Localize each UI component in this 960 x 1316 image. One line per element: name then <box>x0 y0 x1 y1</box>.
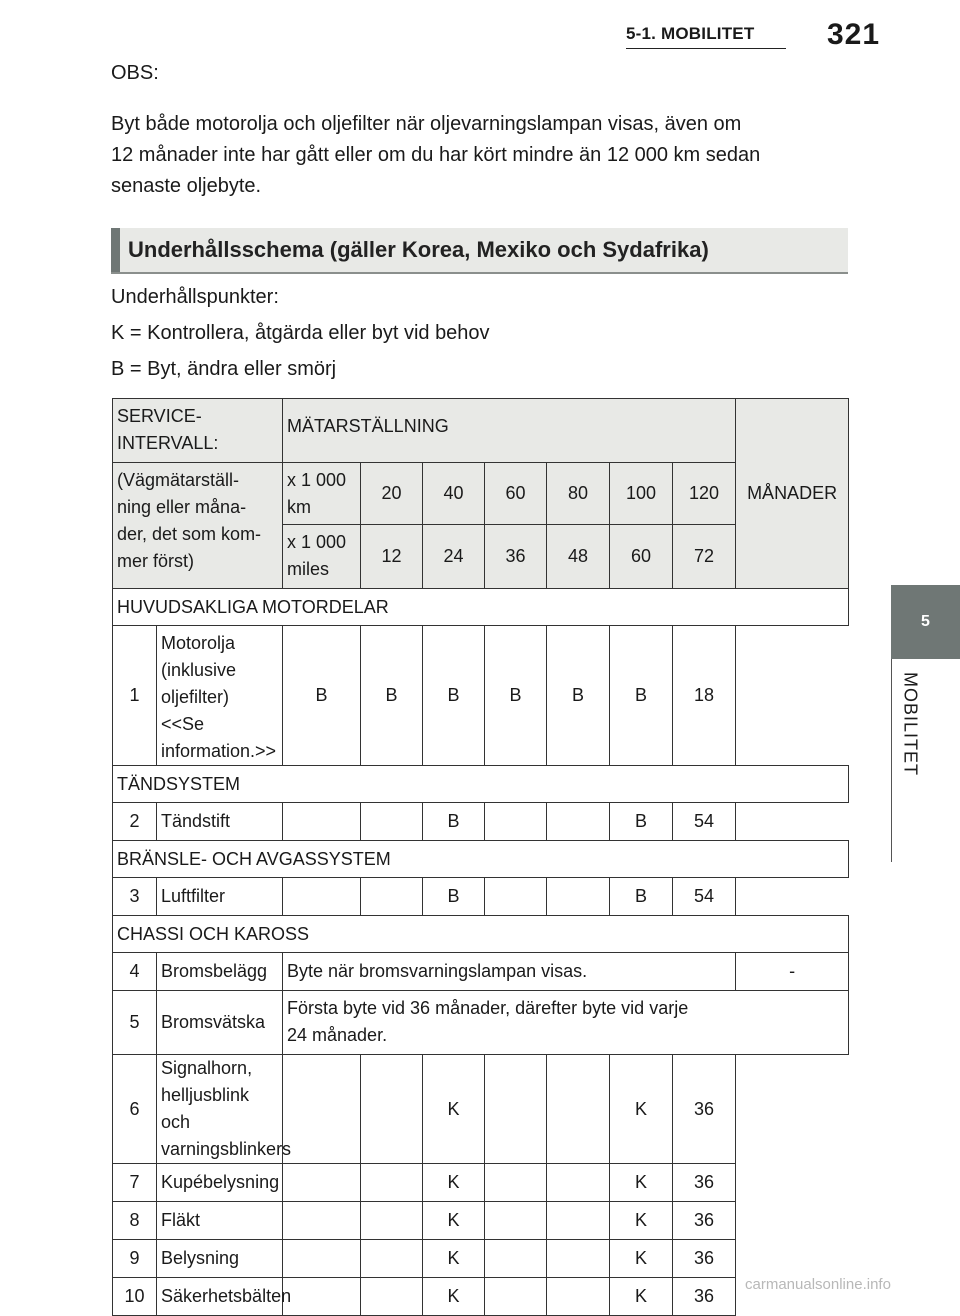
obs-text-line-3: senaste oljebyte. <box>111 175 262 197</box>
interval-mark <box>485 878 547 916</box>
interval-mark: B <box>610 803 673 841</box>
obs-label: OBS: <box>111 62 159 84</box>
km-value: 60 <box>485 463 547 525</box>
km-value: 20 <box>361 463 423 525</box>
interval-mark: K <box>610 1278 673 1316</box>
months-header: MÅNADER <box>736 399 849 589</box>
mile-value: 48 <box>547 525 610 589</box>
row-number: 2 <box>113 803 157 841</box>
item-name: Signalhorn, helljusblink och varningsblinkers <box>157 1055 283 1164</box>
table-row <box>113 991 849 1055</box>
months-value: 18 <box>673 626 736 766</box>
interval-mark: K <box>423 1240 485 1278</box>
interval-mark: B <box>361 626 423 766</box>
table-row <box>113 878 849 916</box>
row-number: 6 <box>113 1055 157 1164</box>
chapter-tab[interactable] <box>891 585 960 659</box>
item-name: Kupébelysning <box>157 1164 283 1202</box>
months-value: 36 <box>673 1240 736 1278</box>
interval-mark <box>547 1164 610 1202</box>
interval-mark <box>485 1278 547 1316</box>
chapter-number: 5 <box>921 613 930 630</box>
section-header: 5-1. MOBILITET <box>626 24 755 43</box>
table-row <box>113 1202 849 1240</box>
interval-mark <box>283 1240 361 1278</box>
watermark: carmanualsonline.info <box>745 1276 891 1293</box>
interval-mark <box>283 1164 361 1202</box>
interval-mark: K <box>610 1164 673 1202</box>
interval-mark: B <box>485 626 547 766</box>
table-row <box>113 626 849 766</box>
interval-mark <box>547 1278 610 1316</box>
interval-mark: K <box>610 1240 673 1278</box>
months-value: 54 <box>673 878 736 916</box>
interval-mark: K <box>423 1164 485 1202</box>
mile-value: 60 <box>610 525 673 589</box>
interval-mark <box>485 1202 547 1240</box>
months-value: 36 <box>673 1278 736 1316</box>
interval-mark <box>547 1240 610 1278</box>
odometer-note: (Vägmätarställ- ning eller måna- der, det som kom- mer först) <box>113 463 283 589</box>
km-value: 40 <box>423 463 485 525</box>
interval-mark <box>283 878 361 916</box>
mile-value: 36 <box>485 525 547 589</box>
row-number: 3 <box>113 878 157 916</box>
item-note: Första byte vid 36 månader, därefter byte vid varje 24 månader. <box>283 991 849 1055</box>
interval-mark <box>547 878 610 916</box>
service-interval-header: SERVICE- INTERVALL: <box>113 399 283 463</box>
interval-mark <box>361 878 423 916</box>
item-name: Belysning <box>157 1240 283 1278</box>
table-row <box>113 953 849 991</box>
months-value: 36 <box>673 1202 736 1240</box>
interval-mark <box>485 1055 547 1164</box>
interval-mark: K <box>423 1055 485 1164</box>
interval-mark: B <box>423 878 485 916</box>
interval-mark <box>485 803 547 841</box>
interval-mark <box>547 1202 610 1240</box>
table-row <box>113 1240 849 1278</box>
mile-value: 12 <box>361 525 423 589</box>
interval-mark: B <box>423 626 485 766</box>
item-name: Bromsvätska <box>157 991 283 1055</box>
months-value: 36 <box>673 1055 736 1164</box>
interval-mark: B <box>283 626 361 766</box>
km-unit-label: x 1 000 km <box>283 463 361 525</box>
row-number: 5 <box>113 991 157 1055</box>
meter-header: MÄTARSTÄLLNING <box>283 399 736 463</box>
table-row <box>113 803 849 841</box>
interval-mark <box>283 1278 361 1316</box>
legend-title: Underhållspunkter: <box>111 286 279 308</box>
months-value: 36 <box>673 1164 736 1202</box>
interval-mark <box>283 1202 361 1240</box>
maintenance-table <box>112 398 849 1316</box>
interval-mark <box>361 1164 423 1202</box>
interval-mark <box>361 1240 423 1278</box>
interval-mark: K <box>610 1055 673 1164</box>
item-name: Tändstift <box>157 803 283 841</box>
interval-mark: B <box>423 803 485 841</box>
legend-b: B = Byt, ändra eller smörj <box>111 358 337 380</box>
legend-k: K = Kontrollera, åtgärda eller byt vid behov <box>111 322 490 344</box>
months-value: 54 <box>673 803 736 841</box>
interval-mark <box>547 803 610 841</box>
interval-mark <box>485 1164 547 1202</box>
section-heading-text: Underhållsschema (gäller Korea, Mexiko och Sydafrika) <box>128 237 709 262</box>
obs-text-line-2: 12 månader inte har gått eller om du har kört mindre än 12 000 km sedan <box>111 144 761 166</box>
row-number: 10 <box>113 1278 157 1316</box>
row-number: 7 <box>113 1164 157 1202</box>
interval-mark <box>485 1240 547 1278</box>
item-note: Byte när bromsvarningslampan visas. <box>283 953 736 991</box>
section-heading <box>111 228 848 274</box>
interval-mark: K <box>423 1202 485 1240</box>
item-name: Luftfilter <box>157 878 283 916</box>
header-rule <box>626 48 786 49</box>
interval-mark <box>361 1202 423 1240</box>
interval-mark: B <box>610 626 673 766</box>
km-value: 100 <box>610 463 673 525</box>
chapter-side-label <box>880 672 940 822</box>
km-value: 120 <box>673 463 736 525</box>
miles-unit-label: x 1 000 miles <box>283 525 361 589</box>
interval-mark <box>361 1055 423 1164</box>
interval-mark <box>361 803 423 841</box>
table-row <box>113 1055 849 1164</box>
interval-mark <box>361 1278 423 1316</box>
interval-mark: K <box>610 1202 673 1240</box>
row-number: 8 <box>113 1202 157 1240</box>
category-engine: HUVUDSAKLIGA MOTORDELAR <box>113 589 849 626</box>
interval-mark: B <box>547 626 610 766</box>
interval-mark <box>283 1055 361 1164</box>
item-name: Bromsbelägg <box>157 953 283 991</box>
category-fuel: BRÄNSLE- OCH AVGASSYSTEM <box>113 841 849 878</box>
obs-text-line-1: Byt både motorolja och oljefilter när oljevarningslampan visas, även om <box>111 113 742 135</box>
item-name: Fläkt <box>157 1202 283 1240</box>
mile-value: 72 <box>673 525 736 589</box>
interval-mark: B <box>610 878 673 916</box>
page-number: 321 <box>827 18 881 51</box>
chapter-label-text: MOBILITET <box>900 672 921 777</box>
item-name: Säkerhetsbälten <box>157 1278 283 1316</box>
item-name: Motorolja (inklusive oljefilter) <<Se information.>> <box>157 626 283 766</box>
km-value: 80 <box>547 463 610 525</box>
table-row <box>113 1164 849 1202</box>
mile-value: 24 <box>423 525 485 589</box>
category-chassis: CHASSI OCH KAROSS <box>113 916 849 953</box>
section-heading-bar <box>111 228 120 272</box>
interval-mark: K <box>423 1278 485 1316</box>
table-row <box>113 1278 849 1316</box>
category-ignition: TÄNDSYSTEM <box>113 766 849 803</box>
interval-mark <box>283 803 361 841</box>
months-value: - <box>736 953 849 991</box>
row-number: 1 <box>113 626 157 766</box>
interval-mark <box>547 1055 610 1164</box>
row-number: 9 <box>113 1240 157 1278</box>
row-number: 4 <box>113 953 157 991</box>
